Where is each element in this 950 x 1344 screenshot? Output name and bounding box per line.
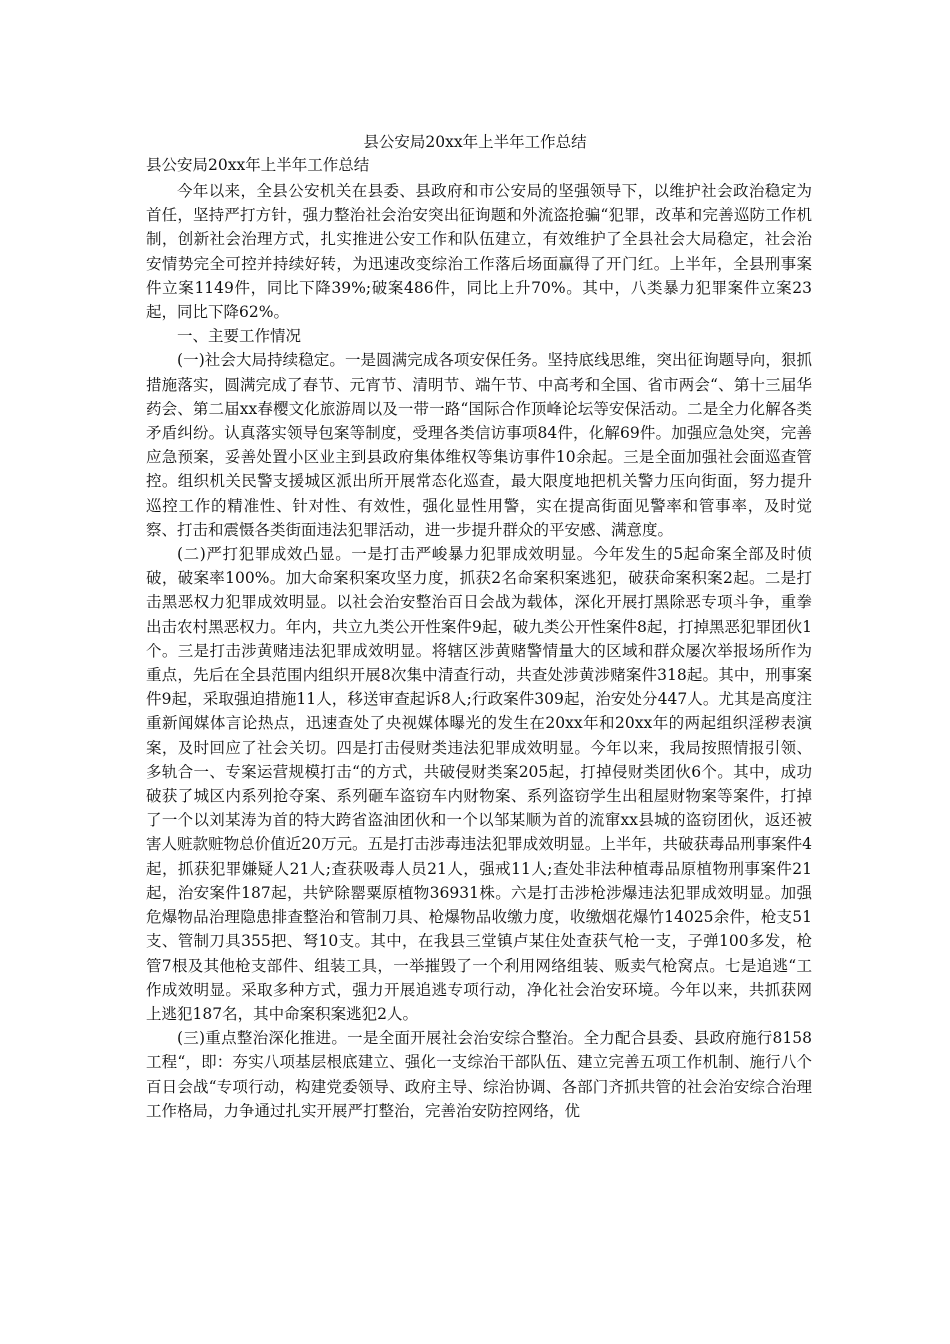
- document-body: [146, 179, 812, 1123]
- paragraph-section-3: (三)重点整治深化推进。一是全面开展社会治安综合整治。全力配合县委、县政府施行8158工程“，即：夯实八项基层根底建立、强化一支综治干部队伍、建立完善五项工作机制、施行八个百日会战“专项行动，构建党委领导、政府主导、综治协调、各部门齐抓共管的社会治安综合治理工作格局，力争通过扎实开展严打整治，完善治安防控网络，优: [146, 1029, 812, 1120]
- paragraph-intro: 今年以来，全县公安机关在县委、县政府和市公安局的坚强领导下，以维护社会政治稳定为首任，坚持严打方针，强力整治社会治安突出征询题和外流盗抢骗“犯罪，改革和完善巡防工作机制，创新社会治理方式，扎实推进公安工作和队伍建立，有效维护了全县社会大局稳定，社会治安情势完全可控并持续好转，为迅速改变综治工作落后场面赢得了开门红。上半年，全县刑事案件立案1149件，同比下降39%;破案486件，同比上升70%。其中，八类暴力犯罪案件立案23起，同比下降62%。: [146, 182, 812, 322]
- paragraph-section-1: (一)社会大局持续稳定。一是圆满完成各项安保任务。坚持底线思维，突出征询题导向，狠抓措施落实，圆满完成了春节、元宵节、清明节、端午节、中高考和全国、省市两会“、第十三届华药会、第二届xx春樱文化旅游周以及一带一路“国际合作顶峰论坛等安保活动。二是全力化解各类矛盾纠纷。认真落实领导包案等制度，受理各类信访事项84件，化解69件。加强应急处突，完善应急预案，妥善处置小区业主到县政府集体维权等集访事件10余起。三是全面加强社会面巡查管控。组织机关民警支援城区派出所开展常态化巡查，最大限度地把机关警力压向街面，努力提升巡控工作的精准性、针对性、有效性，强化显性用警，实在提高街面见警率和管事率，及时觉察、打击和震慑各类街面违法犯罪活动，进一步提升群众的平安感、满意度。: [146, 351, 812, 539]
- paragraph-section-2: (二)严打犯罪成效凸显。一是打击严峻暴力犯罪成效明显。今年发生的5起命案全部及时侦破，破案率100%。加大命案积案攻坚力度，抓获2名命案积案逃犯，破获命案积案2起。二是打击黑恶权力犯罪成效明显。以社会治安整治百日会战为载体，深化开展打黑除恶专项斗争，重拳出击农村黑恶权力。年内，共立九类公开性案件9起，破九类公开性案件8起，打掉黑恶犯罪团伙1个。三是打击涉黄赌违法犯罪成效明显。将辖区涉黄赌警情量大的区域和群众屡次举报场所作为重点，先后在全县范围内组织开展8次集中清查行动，共查处涉黄涉赌案件318起。其中，刑事案件9起，采取强迫措施11人，移送审查起诉8人;行政案件309起，治安处分447人。尤其是高度注重新闻媒体言论热点，迅速查处了央视媒体曝光的发生在20xx年和20xx年的两起组织淫秽表演案，及时回应了社会关切。四是打击侵财类违法犯罪成效明显。今年以来，我局按照情报引领、多轨合一、专案运营规模打击“的方式，共破侵财类案205起，打掉侵财类团伙6个。其中，成功破获了城区内系列抢夺案、系列砸车盗窃车内财物案、系列盗窃学生出租屋财物案等案件，打掉了一个以刘某涛为首的特大跨省盗油团伙和一个以邹某顺为首的流窜xx县城的盗窃团伙，返还被害人赃款赃物总价值近20万元。五是打击涉毒违法犯罪成效明显。上半年，共破获毒品刑事案件4起，抓获犯罪嫌疑人21人;查获吸毒人员21人，强戒11人;查处非法种植毒品原植物刑事案件21起，治安案件187起，共铲除罂粟原植物36931株。六是打击涉枪涉爆违法犯罪成效明显。加强危爆物品治理隐患排查整治和管制刀具、枪爆物品收缴力度，收缴烟花爆竹14025余件，枪支51支、管制刀具355把、弩10支。其中，在我县三堂镇卢某住处查获气枪一支，子弹100多发，枪管7根及其他枪支部件、组装工具，一举摧毁了一个利用网络组装、贩卖气枪窝点。七是追逃“工作成效明显。采取多种方式，强力开展追逃专项行动，净化社会治安环境。今年以来，共抓获网上逃犯187名，其中命案积案逃犯2人。: [146, 545, 812, 1023]
- section-heading: 一、主要工作情况: [177, 327, 302, 346]
- document-title: 县公安局20xx年上半年工作总结: [363, 133, 587, 151]
- document-subtitle: 县公安局20xx年上半年工作总结: [146, 156, 370, 174]
